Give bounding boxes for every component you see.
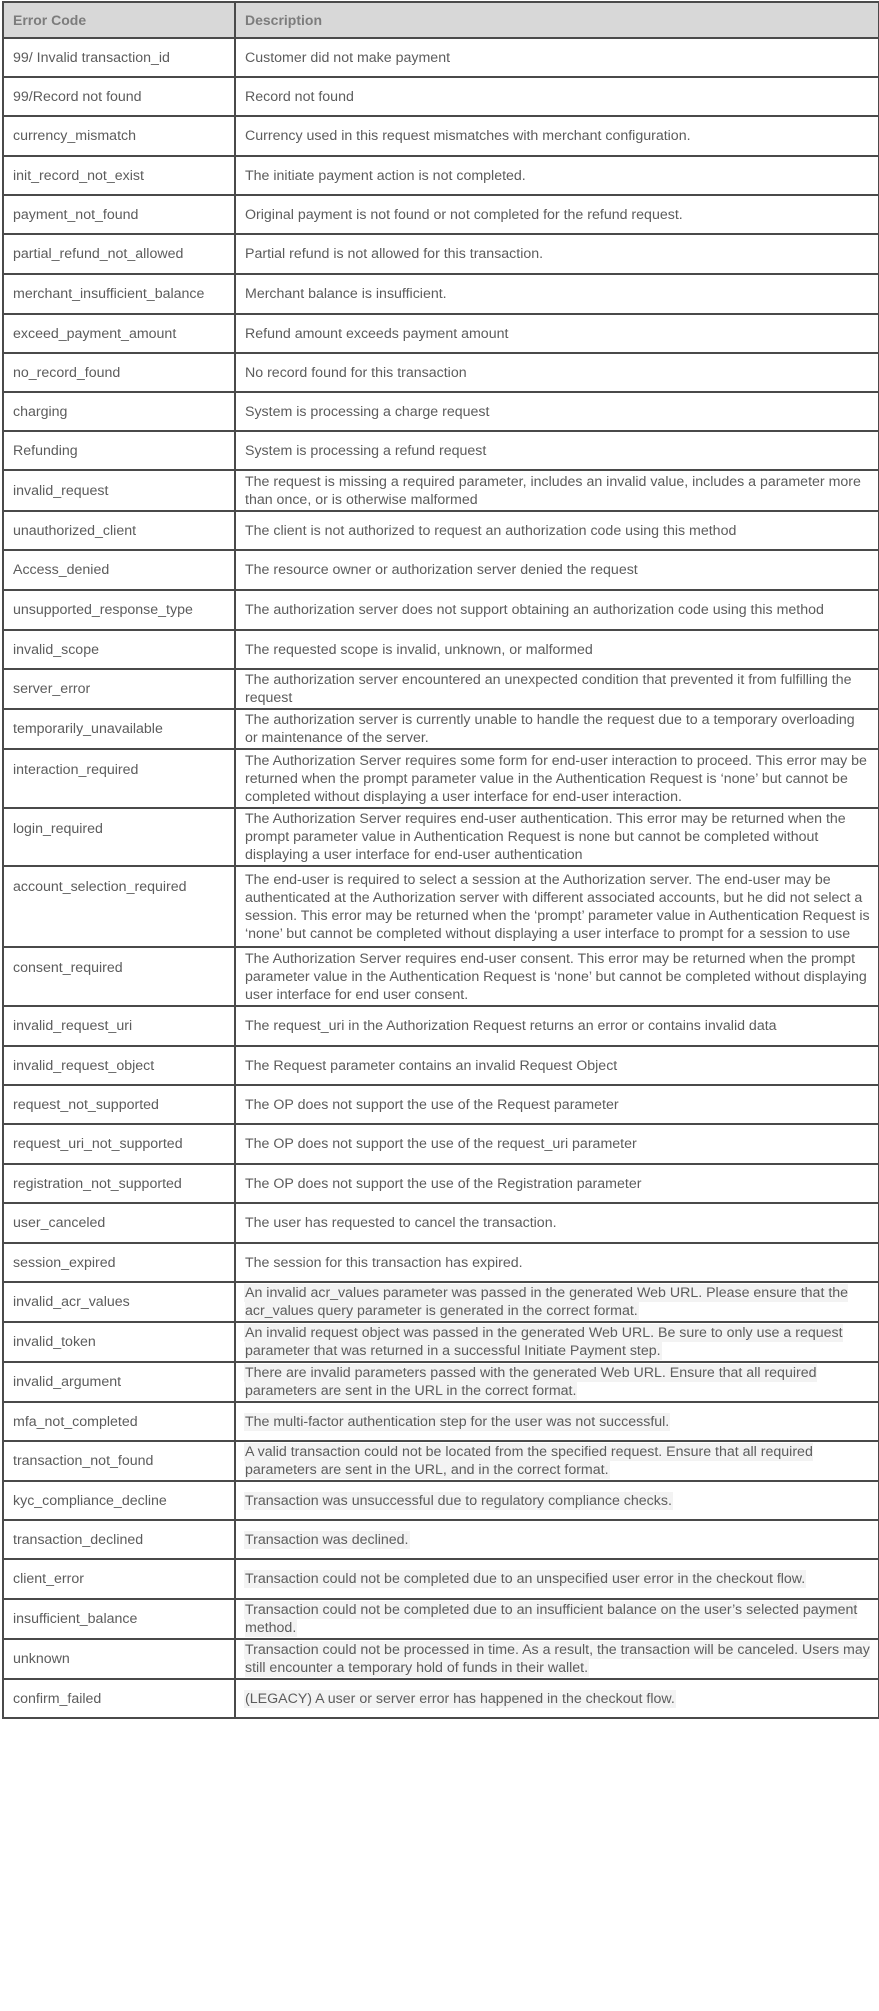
description-text: The OP does not support the use of the Registration parameter bbox=[245, 1175, 642, 1192]
table-row bbox=[3, 234, 879, 274]
description-cell bbox=[235, 156, 879, 195]
description-cell bbox=[235, 1441, 879, 1481]
description-text: The Authorization Server requires end-user consent. This error may be returned when the prompt parameter value in the Authentication Request is ‘none’ but cannot be completed without displaying user interface for end user consent. bbox=[245, 950, 867, 1003]
table-row bbox=[3, 630, 879, 669]
error-code-cell: partial_refund_not_allowed bbox=[3, 234, 235, 274]
description-text: Merchant balance is insufficient. bbox=[245, 286, 447, 302]
error-code-cell: server_error bbox=[3, 669, 235, 709]
description-text: Original payment is not found or not completed for the refund request. bbox=[245, 206, 683, 223]
description-cell bbox=[235, 1085, 879, 1124]
description-cell bbox=[235, 669, 879, 709]
description-cell bbox=[235, 1402, 879, 1441]
error-code-cell: request_uri_not_supported bbox=[3, 1124, 235, 1164]
error-code-cell: transaction_not_found bbox=[3, 1441, 235, 1481]
error-code-cell: login_required bbox=[3, 808, 235, 866]
description-text: The request_uri in the Authorization Request returns an error or contains invalid data bbox=[245, 1018, 777, 1034]
error-code-cell: consent_required bbox=[3, 947, 235, 1006]
description-cell bbox=[235, 511, 879, 550]
table-row bbox=[3, 1085, 879, 1124]
table-row bbox=[3, 1164, 879, 1203]
table-row bbox=[3, 1124, 879, 1164]
description-text: A valid transaction could not be located from the specified request. Ensure that all required parameters are sent in the URL, and in the correct format. bbox=[245, 1444, 813, 1478]
table-row bbox=[3, 470, 879, 511]
description-cell bbox=[235, 1679, 879, 1718]
description-cell bbox=[235, 630, 879, 669]
description-text: The multi-factor authentication step for the user was not successful. bbox=[245, 1413, 670, 1430]
description-text: The Authorization Server requires some form for end-user interaction to proceed. This error may be returned when the prompt parameter value in the Authentication Request is ‘none’ but cannot be completed without displaying a user interface for end-user interaction. bbox=[245, 752, 867, 805]
description-text: The OP does not support the use of the Request parameter bbox=[245, 1096, 619, 1113]
description-cell bbox=[235, 550, 879, 590]
table-row bbox=[3, 1441, 879, 1481]
description-cell bbox=[235, 116, 879, 156]
description-cell bbox=[235, 77, 879, 116]
error-code-cell: invalid_argument bbox=[3, 1362, 235, 1402]
table-row bbox=[3, 1402, 879, 1441]
description-text: The authorization server does not support obtaining an authorization code using this method bbox=[245, 602, 824, 618]
error-code-cell: client_error bbox=[3, 1559, 235, 1599]
table-row bbox=[3, 77, 879, 116]
description-text: Transaction could not be processed in time. As a result, the transaction will be canceled. Users may still encounter a temporary hold of funds in their wallet. bbox=[245, 1642, 870, 1676]
error-code-cell: 99/ Invalid transaction_id bbox=[3, 38, 235, 77]
table-row bbox=[3, 274, 879, 314]
description-cell bbox=[235, 1243, 879, 1282]
description-cell bbox=[235, 195, 879, 234]
description-cell bbox=[235, 38, 879, 77]
error-code-cell: 99/Record not found bbox=[3, 77, 235, 116]
description-text: There are invalid parameters passed with the generated Web URL. Ensure that all required parameters are sent in the URL in the correct format. bbox=[245, 1365, 817, 1399]
description-cell bbox=[235, 1599, 879, 1639]
description-text: Refund amount exceeds payment amount bbox=[245, 325, 509, 342]
description-text: System is processing a charge request bbox=[245, 403, 490, 420]
table-row bbox=[3, 1520, 879, 1559]
table-row bbox=[3, 1679, 879, 1718]
error-code-cell: confirm_failed bbox=[3, 1679, 235, 1718]
description-cell bbox=[235, 1362, 879, 1402]
table-row bbox=[3, 1322, 879, 1362]
table-row bbox=[3, 156, 879, 195]
description-cell bbox=[235, 470, 879, 511]
table-row bbox=[3, 1203, 879, 1243]
description-text: The OP does not support the use of the request_uri parameter bbox=[245, 1136, 637, 1152]
description-cell bbox=[235, 1164, 879, 1203]
description-text: Transaction could not be completed due to an unspecified user error in the checkout flow. bbox=[245, 1571, 806, 1587]
error-code-cell: insufficient_balance bbox=[3, 1599, 235, 1639]
error-code-cell: init_record_not_exist bbox=[3, 156, 235, 195]
description-cell bbox=[235, 1322, 879, 1362]
description-cell bbox=[235, 866, 879, 947]
error-code-cell: merchant_insufficient_balance bbox=[3, 274, 235, 314]
description-text: Record not found bbox=[245, 88, 354, 105]
error-code-cell: no_record_found bbox=[3, 353, 235, 392]
error-code-cell: kyc_compliance_decline bbox=[3, 1481, 235, 1520]
error-code-table bbox=[2, 1, 879, 1719]
table-row bbox=[3, 353, 879, 392]
description-text: No record found for this transaction bbox=[245, 364, 467, 381]
error-code-cell: invalid_scope bbox=[3, 630, 235, 669]
error-code-cell: mfa_not_completed bbox=[3, 1402, 235, 1441]
table-row bbox=[3, 1639, 879, 1679]
error-code-cell: user_canceled bbox=[3, 1203, 235, 1243]
header-description: Description bbox=[235, 2, 879, 38]
error-code-cell: invalid_token bbox=[3, 1322, 235, 1362]
header-error-code: Error Code bbox=[3, 2, 235, 38]
description-text: The initiate payment action is not completed. bbox=[245, 167, 526, 184]
table-row bbox=[3, 1282, 879, 1322]
table-row bbox=[3, 1481, 879, 1520]
table-row bbox=[3, 1046, 879, 1085]
error-code-cell: Access_denied bbox=[3, 550, 235, 590]
table-row bbox=[3, 550, 879, 590]
description-text: Transaction was unsuccessful due to regulatory compliance checks. bbox=[245, 1492, 672, 1509]
description-text: Transaction was declined. bbox=[245, 1531, 409, 1548]
table-row bbox=[3, 1559, 879, 1599]
error-code-cell: request_not_supported bbox=[3, 1085, 235, 1124]
error-code-cell: invalid_request_uri bbox=[3, 1006, 235, 1046]
table-row bbox=[3, 749, 879, 808]
error-code-cell: charging bbox=[3, 392, 235, 431]
table-row bbox=[3, 1243, 879, 1282]
table-row bbox=[3, 431, 879, 470]
error-code-cell: invalid_acr_values bbox=[3, 1282, 235, 1322]
description-cell bbox=[235, 1520, 879, 1559]
description-cell bbox=[235, 1559, 879, 1599]
error-code-cell: registration_not_supported bbox=[3, 1164, 235, 1203]
table-row bbox=[3, 38, 879, 77]
table-row bbox=[3, 1006, 879, 1046]
table-row bbox=[3, 116, 879, 156]
table-row bbox=[3, 669, 879, 709]
error-code-cell: unknown bbox=[3, 1639, 235, 1679]
description-cell bbox=[235, 1203, 879, 1243]
table-row bbox=[3, 511, 879, 550]
description-cell bbox=[235, 353, 879, 392]
description-text: System is processing a refund request bbox=[245, 442, 487, 459]
description-cell bbox=[235, 274, 879, 314]
error-code-cell: interaction_required bbox=[3, 749, 235, 808]
table-row bbox=[3, 709, 879, 749]
description-cell bbox=[235, 392, 879, 431]
description-text: The end-user is required to select a session at the Authorization server. The end-user may be authenticated at the Authorization server with different associated accounts, but he did not select a session. This error may be returned when the ‘prompt’ parameter value in Authentication Request is ‘none’ but cannot be completed without displaying a user interface to prompt for a session to use bbox=[245, 871, 870, 942]
table-row bbox=[3, 808, 879, 866]
description-cell bbox=[235, 234, 879, 274]
table-row bbox=[3, 392, 879, 431]
error-code-cell: account_selection_required bbox=[3, 866, 235, 947]
error-code-cell: unsupported_response_type bbox=[3, 590, 235, 630]
description-text: The session for this transaction has expired. bbox=[245, 1254, 523, 1271]
description-cell bbox=[235, 947, 879, 1006]
error-code-cell: invalid_request bbox=[3, 470, 235, 511]
description-text: The user has requested to cancel the transaction. bbox=[245, 1215, 557, 1231]
error-code-cell: invalid_request_object bbox=[3, 1046, 235, 1085]
description-text: The Authorization Server requires end-user authentication. This error may be returned when the prompt parameter value in Authentication Request is none but cannot be completed without displaying a user interface for end-user authentication bbox=[245, 811, 846, 863]
table-row bbox=[3, 1599, 879, 1639]
error-code-cell: exceed_payment_amount bbox=[3, 314, 235, 353]
table-row bbox=[3, 314, 879, 353]
error-code-cell: transaction_declined bbox=[3, 1520, 235, 1559]
description-cell bbox=[235, 808, 879, 866]
description-cell bbox=[235, 1639, 879, 1679]
error-code-cell: temporarily_unavailable bbox=[3, 709, 235, 749]
description-cell bbox=[235, 1006, 879, 1046]
error-code-cell: payment_not_found bbox=[3, 195, 235, 234]
description-cell bbox=[235, 1282, 879, 1322]
description-text: An invalid request object was passed in the generated Web URL. Be sure to only use a request parameter that was returned in a successful Initiate Payment step. bbox=[245, 1325, 843, 1359]
description-text: Partial refund is not allowed for this transaction. bbox=[245, 246, 544, 262]
description-text: Currency used in this request mismatches with merchant configuration. bbox=[245, 128, 691, 144]
description-cell bbox=[235, 709, 879, 749]
table-row bbox=[3, 1362, 879, 1402]
description-text: (LEGACY) A user or server error has happened in the checkout flow. bbox=[245, 1690, 675, 1707]
error-code-cell: Refunding bbox=[3, 431, 235, 470]
description-cell bbox=[235, 590, 879, 630]
description-cell bbox=[235, 1481, 879, 1520]
error-code-cell: currency_mismatch bbox=[3, 116, 235, 156]
description-cell bbox=[235, 1124, 879, 1164]
description-cell bbox=[235, 749, 879, 808]
error-code-cell: unauthorized_client bbox=[3, 511, 235, 550]
description-text: The Request parameter contains an invalid Request Object bbox=[245, 1057, 618, 1074]
table-header-row bbox=[3, 2, 879, 38]
table-row bbox=[3, 590, 879, 630]
error-code-cell: session_expired bbox=[3, 1243, 235, 1282]
table-row bbox=[3, 866, 879, 947]
description-text: The request is missing a required parameter, includes an invalid value, includes a parameter more than once, or is otherwise malformed bbox=[245, 473, 861, 508]
description-text: The client is not authorized to request an authorization code using this method bbox=[245, 522, 737, 539]
table-row bbox=[3, 195, 879, 234]
description-cell bbox=[235, 314, 879, 353]
description-text: The authorization server is currently unable to handle the request due to a temporary overloading or maintenance of the server. bbox=[245, 712, 855, 746]
description-cell bbox=[235, 1046, 879, 1085]
description-cell bbox=[235, 431, 879, 470]
description-text: Customer did not make payment bbox=[245, 49, 451, 66]
description-text: The authorization server encountered an unexpected condition that prevented it from fulfilling the request bbox=[245, 672, 852, 706]
description-text: The requested scope is invalid, unknown, or malformed bbox=[245, 641, 593, 658]
description-text: Transaction could not be completed due to an insufficient balance on the user’s selected payment method. bbox=[245, 1602, 858, 1636]
description-text: The resource owner or authorization server denied the request bbox=[245, 562, 638, 578]
description-text: An invalid acr_values parameter was passed in the generated Web URL. Please ensure that the acr_values query parameter is generated in the correct format. bbox=[245, 1285, 849, 1319]
table-row bbox=[3, 947, 879, 1006]
